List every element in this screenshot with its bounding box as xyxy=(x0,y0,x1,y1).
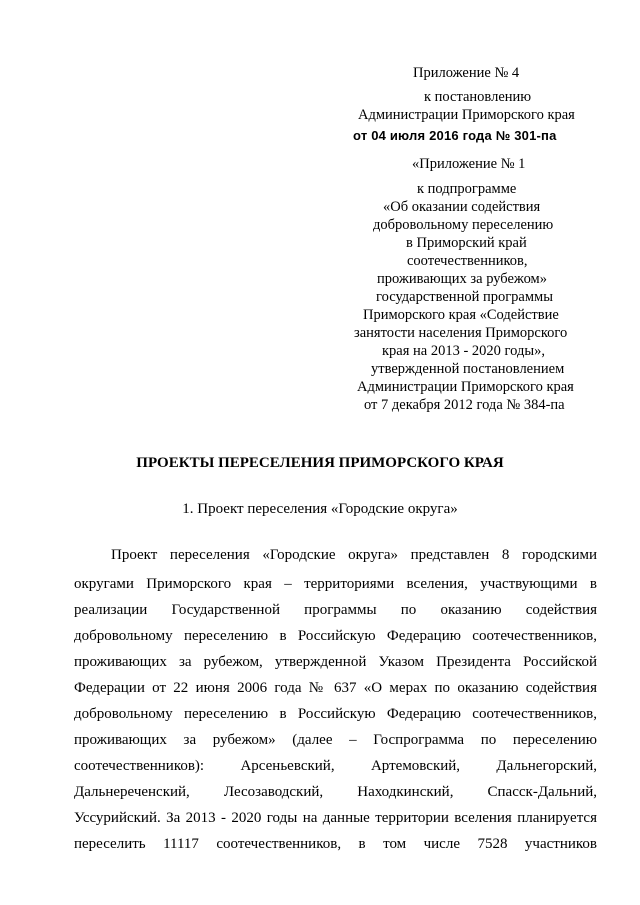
inner-appendix-line: добровольному переселению xyxy=(373,217,554,233)
inner-appendix-line: края на 2013 - 2020 годы», xyxy=(382,343,545,359)
inner-appendix-line: Администрации Приморского края xyxy=(357,379,574,395)
body-line: Уссурийский. За 2013 - 2020 годы на данные территории вселения планируется xyxy=(74,810,597,826)
inner-appendix-line: занятости населения Приморского xyxy=(354,325,568,341)
inner-appendix-line: Приморского края «Содействие xyxy=(363,307,559,323)
body-line: округами Приморского края – территориями вселения, участвующими в xyxy=(74,576,597,592)
inner-appendix-line: «Об оказании содействия xyxy=(383,199,541,215)
inner-appendix-line: от 7 декабря 2012 года № 384-па xyxy=(364,397,565,413)
inner-appendix-line: проживающих за рубежом» xyxy=(377,271,547,287)
body-line: реализации Государственной программы по оказанию содействия xyxy=(74,602,597,618)
body-line: Федерации от 22 июня 2006 года № 637 «О мерах по оказанию содействия xyxy=(74,680,597,696)
appendix-title: Приложение № 4 xyxy=(413,65,520,81)
appendix-to-resolution: к постановлению xyxy=(424,89,532,105)
body-line: проживающих за рубежом» (далее – Госпрограмма по переселению xyxy=(74,732,597,748)
inner-appendix-line: государственной программы xyxy=(376,289,553,305)
document-title: ПРОЕКТЫ ПЕРЕСЕЛЕНИЯ ПРИМОРСКОГО КРАЯ xyxy=(136,455,504,471)
body-line: Дальнереченский, Лесозаводский, Находкинский, Спасск-Дальний, xyxy=(74,784,597,800)
inner-appendix-line: в Приморский край xyxy=(406,235,527,251)
inner-appendix-line: «Приложение № 1 xyxy=(412,156,526,172)
body-line: проживающих за рубежом, утвержденной Указом Президента Российской xyxy=(74,654,597,670)
inner-appendix-line: утвержденной постановлением xyxy=(371,361,565,377)
inner-appendix-line: к подпрограмме xyxy=(417,181,517,197)
body-line: переселить 11117 соотечественников, в том числе 7528 участников xyxy=(74,836,597,852)
inner-appendix-line: соотечественников, xyxy=(407,253,528,269)
body-line: Проект переселения «Городские округа» представлен 8 городскими xyxy=(111,547,597,563)
body-line: добровольному переселению в Российскую Федерацию соотечественников, xyxy=(74,706,597,722)
appendix-date-number-stamp: от 04 июля 2016 года № 301-па xyxy=(353,128,557,143)
section-subtitle: 1. Проект переселения «Городские округа» xyxy=(182,501,458,517)
body-line: добровольному переселению в Российскую Федерацию соотечественников, xyxy=(74,628,597,644)
body-line: соотечественников): Арсеньевский, Артемовский, Дальнегорский, xyxy=(74,758,597,774)
appendix-administration: Администрации Приморского края xyxy=(358,107,575,123)
